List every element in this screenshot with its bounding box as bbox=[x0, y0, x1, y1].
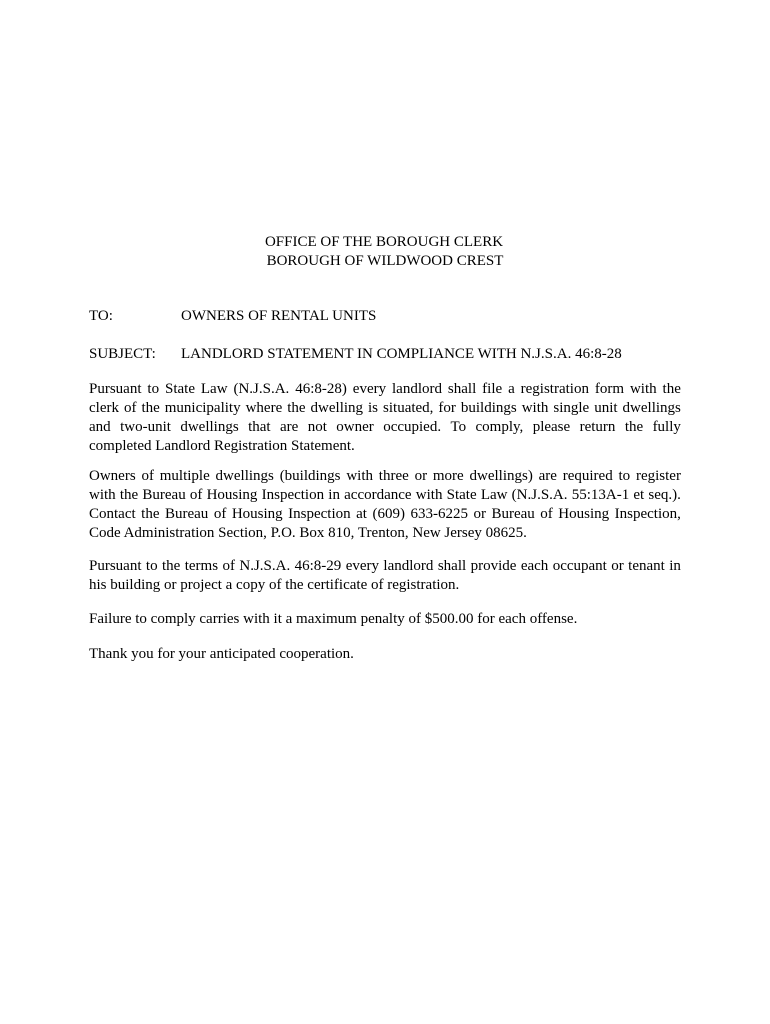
to-line bbox=[89, 307, 689, 326]
paragraph-multiple-dwellings bbox=[89, 467, 681, 543]
paragraph-certificate bbox=[89, 557, 681, 595]
paragraph-line: completed Landlord Registration Statement. bbox=[89, 438, 355, 454]
paragraph-line: Code Administration Section, P.O. Box 810, Trenton, New Jersey 08625. bbox=[89, 525, 527, 541]
paragraph-line: Contact the Bureau of Housing Inspection at (609) 633-6225 or Bureau of Housing Inspection, bbox=[89, 506, 681, 522]
subject-line bbox=[89, 345, 689, 364]
paragraph-line: with the Bureau of Housing Inspection in accordance with State Law (N.J.S.A. 55:13A-1 et seq.). bbox=[89, 487, 681, 503]
subject-value: LANDLORD STATEMENT IN COMPLIANCE WITH N.J.S.A. 46:8-28 bbox=[181, 346, 622, 362]
letterhead bbox=[0, 233, 770, 271]
paragraph-line: Pursuant to State Law (N.J.S.A. 46:8-28) every landlord shall file a registration form with the bbox=[89, 381, 681, 397]
to-value: OWNERS OF RENTAL UNITS bbox=[181, 308, 377, 324]
paragraph-line: Thank you for your anticipated cooperation. bbox=[89, 646, 354, 662]
subject-label: SUBJECT: bbox=[89, 346, 156, 362]
paragraph-line: his building or project a copy of the certificate of registration. bbox=[89, 577, 460, 593]
paragraph-line: and two-unit dwellings that are not owner occupied. To comply, please return the fully bbox=[89, 419, 681, 435]
paragraph-line: Owners of multiple dwellings (buildings with three or more dwellings) are required to register bbox=[89, 468, 681, 484]
to-label: TO: bbox=[89, 308, 113, 324]
paragraph-line: clerk of the municipality where the dwelling is situated, for buildings with single unit dwellings bbox=[89, 400, 681, 416]
borough-title: BOROUGH OF WILDWOOD CREST bbox=[266, 253, 504, 269]
paragraph-penalty bbox=[89, 610, 681, 629]
paragraph-line: Failure to comply carries with it a maximum penalty of $500.00 for each offense. bbox=[89, 611, 578, 627]
office-title: OFFICE OF THE BOROUGH CLERK bbox=[264, 234, 504, 250]
paragraph-registration bbox=[89, 380, 681, 456]
paragraph-line: Pursuant to the terms of N.J.S.A. 46:8-29 every landlord shall provide each occupant or tenant in bbox=[89, 558, 681, 574]
paragraph-thanks bbox=[89, 645, 681, 664]
